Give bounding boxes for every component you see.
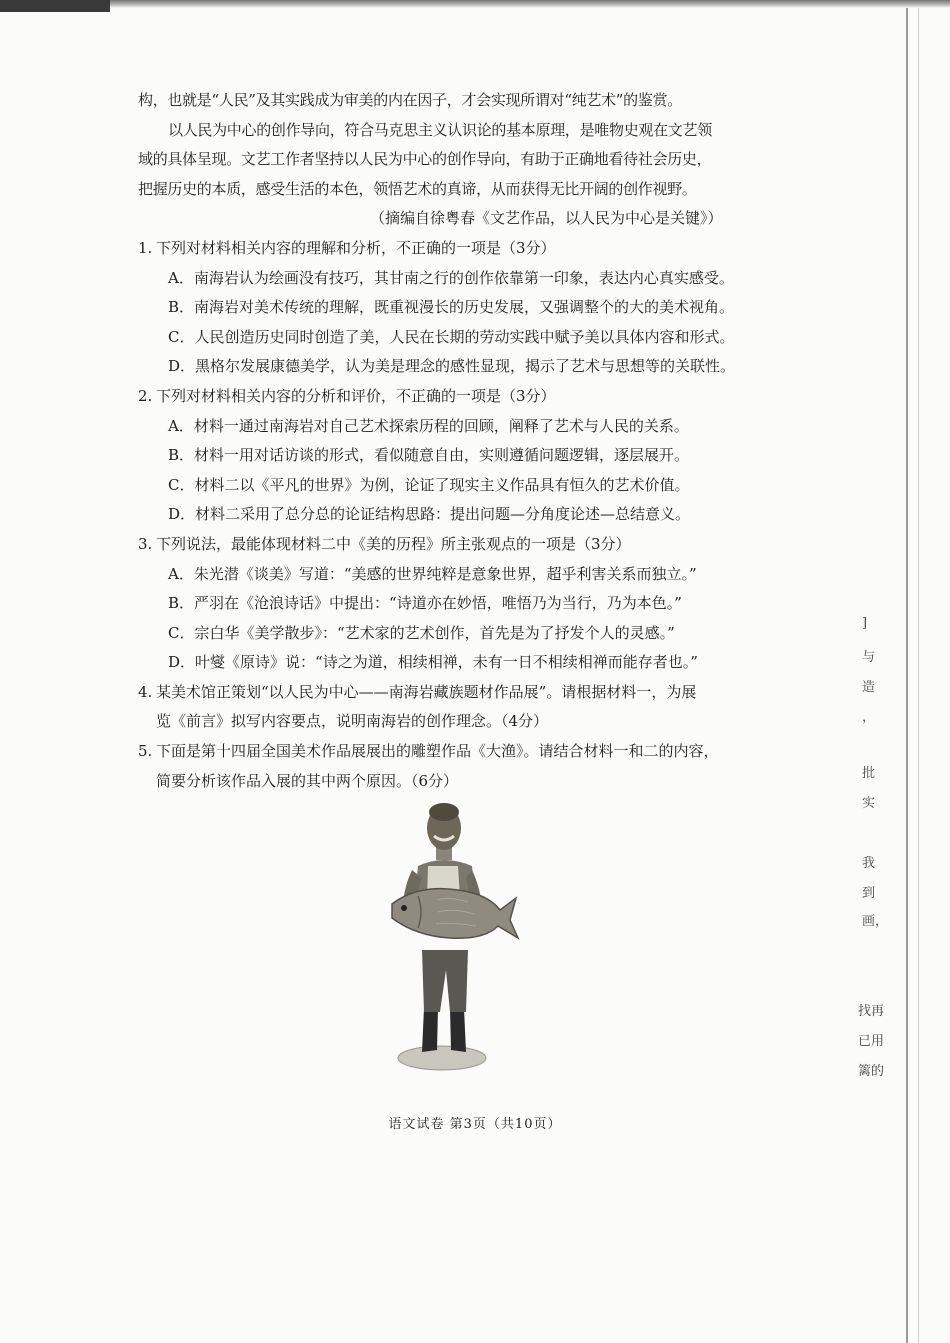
- bleed-through-text: 画，: [862, 914, 889, 929]
- bleed-through-text: 造: [862, 680, 876, 695]
- bleed-through-text: 篱的: [858, 1064, 885, 1079]
- bleed-through-text: 我: [862, 856, 876, 871]
- passage-para2-line3: 把握历史的本质，感受生活的本色，领悟艺术的真谛，从而获得无比开阔的创作视野。: [138, 179, 697, 198]
- question-3-option-d: D．叶燮《原诗》说：“诗之为道，相续相禅，未有一日不相续相禅而能存者也。”: [168, 653, 698, 672]
- question-text: 下列说法，最能体现材料二中《美的历程》所主张观点的一项是（3分）: [156, 534, 631, 553]
- question-2-option-a: A．材料一通过南海岩对自己艺术探索历程的回顾，阐释了艺术与人民的关系。: [168, 416, 689, 435]
- passage-line-top: 构，也就是“人民”及其实践成为审美的内在因子，才会实现所谓对“纯艺术”的鉴赏。: [138, 91, 682, 109]
- bleed-through-text: 实: [862, 796, 876, 811]
- question-text: 下列对材料相关内容的理解和分析，不正确的一项是（3分）: [156, 238, 556, 257]
- question-text: 下面是第十四届全国美术作品展展出的雕塑作品《大渔》。请结合材料一和二的内容，: [156, 742, 719, 761]
- question-3-option-a: A．朱光潜《谈美》写道：“美感的世界纯粹是意象世界，超乎利害关系而独立。”: [168, 564, 697, 583]
- question-2: [138, 382, 806, 412]
- question-1-option-a: A．南海岩认为绘画没有技巧，其甘南之行的创作依靠第一印象，表达内心真实感受。: [168, 268, 734, 287]
- passage-para2-line1: 以人民为中心的创作导向，符合马克思主义认识论的基本原理，是唯物史观在文艺领: [168, 120, 712, 139]
- question-3-option-c: C．宗白华《美学散步》：“艺术家的艺术创作，首先是为了抒发个人的灵感。”: [168, 623, 675, 642]
- question-number: 4.: [138, 682, 153, 701]
- bleed-through-text: 与: [862, 650, 876, 665]
- sculpture-image-fisherman-with-fish: [388, 800, 520, 1075]
- passage-source: （摘编自徐粤春《文艺作品，以人民为中心是关键》）: [370, 209, 723, 228]
- page-edge-line: [906, 8, 908, 1343]
- question-2-option-d: D．材料二采用了总分总的论证结构思路：提出问题—分角度论述—总结意义。: [168, 505, 691, 524]
- question-number: 1.: [138, 238, 153, 257]
- question-4: [138, 678, 806, 708]
- question-1-option-d: D．黑格尔发展康德美学，认为美是理念的感性显现，揭示了艺术与思想等的关联性。: [168, 357, 736, 376]
- bleed-through-text: 批: [862, 766, 876, 781]
- bleed-through-text: ]: [862, 616, 868, 631]
- scan-top-shadow: [0, 0, 950, 8]
- question-1: [138, 234, 806, 264]
- question-number: 2.: [138, 386, 153, 405]
- page-footer: 语文试卷 第3页（共10页）: [388, 1117, 562, 1132]
- bleed-through-text: 已用: [858, 1034, 885, 1049]
- question-5: [138, 737, 806, 767]
- question-text: 某美术馆正策划“以人民为中心——南海岩藏族题材作品展”。请根据材料一，为展: [156, 682, 697, 701]
- question-1-option-c: C．人民创造历史同时创造了美，人民在长期的劳动实践中赋予美以具体内容和形式。: [168, 327, 735, 346]
- exam-page-content: [138, 86, 806, 796]
- passage-para2-line2: 域的具体呈现。文艺工作者坚持以人民为中心的创作导向，有助于正确地看待社会历史，: [138, 150, 712, 169]
- question-number: 3.: [138, 534, 153, 553]
- question-1-option-b: B．南海岩对美术传统的理解，既重视漫长的历史发展，又强调整个的大的美术视角。: [168, 298, 735, 317]
- question-2-option-c: C．材料二以《平凡的世界》为例，论证了现实主义作品具有恒久的艺术价值。: [168, 475, 690, 494]
- scan-corner-shadow: [0, 0, 110, 12]
- question-number: 5.: [138, 742, 153, 761]
- question-4-continued: 览《前言》拟写内容要点，说明南海岩的创作理念。（4分）: [156, 712, 549, 731]
- page-edge-line-inner: [918, 8, 919, 1343]
- question-5-continued: 简要分析该作品入展的其中两个原因。（6分）: [156, 771, 459, 790]
- bleed-through-text: ，: [862, 710, 876, 725]
- question-3: [138, 530, 806, 560]
- bleed-through-text: 找再: [858, 1004, 885, 1019]
- question-3-option-b: B．严羽在《沧浪诗话》中提出：“诗道亦在妙悟，唯悟乃为当行，乃为本色。”: [168, 594, 682, 613]
- question-text: 下列对材料相关内容的分析和评价，不正确的一项是（3分）: [156, 386, 556, 405]
- bleed-through-text: 到: [862, 886, 876, 901]
- question-2-option-b: B．材料一用对话访谈的形式，看似随意自由，实则遵循问题逻辑，逐层展开。: [168, 446, 690, 465]
